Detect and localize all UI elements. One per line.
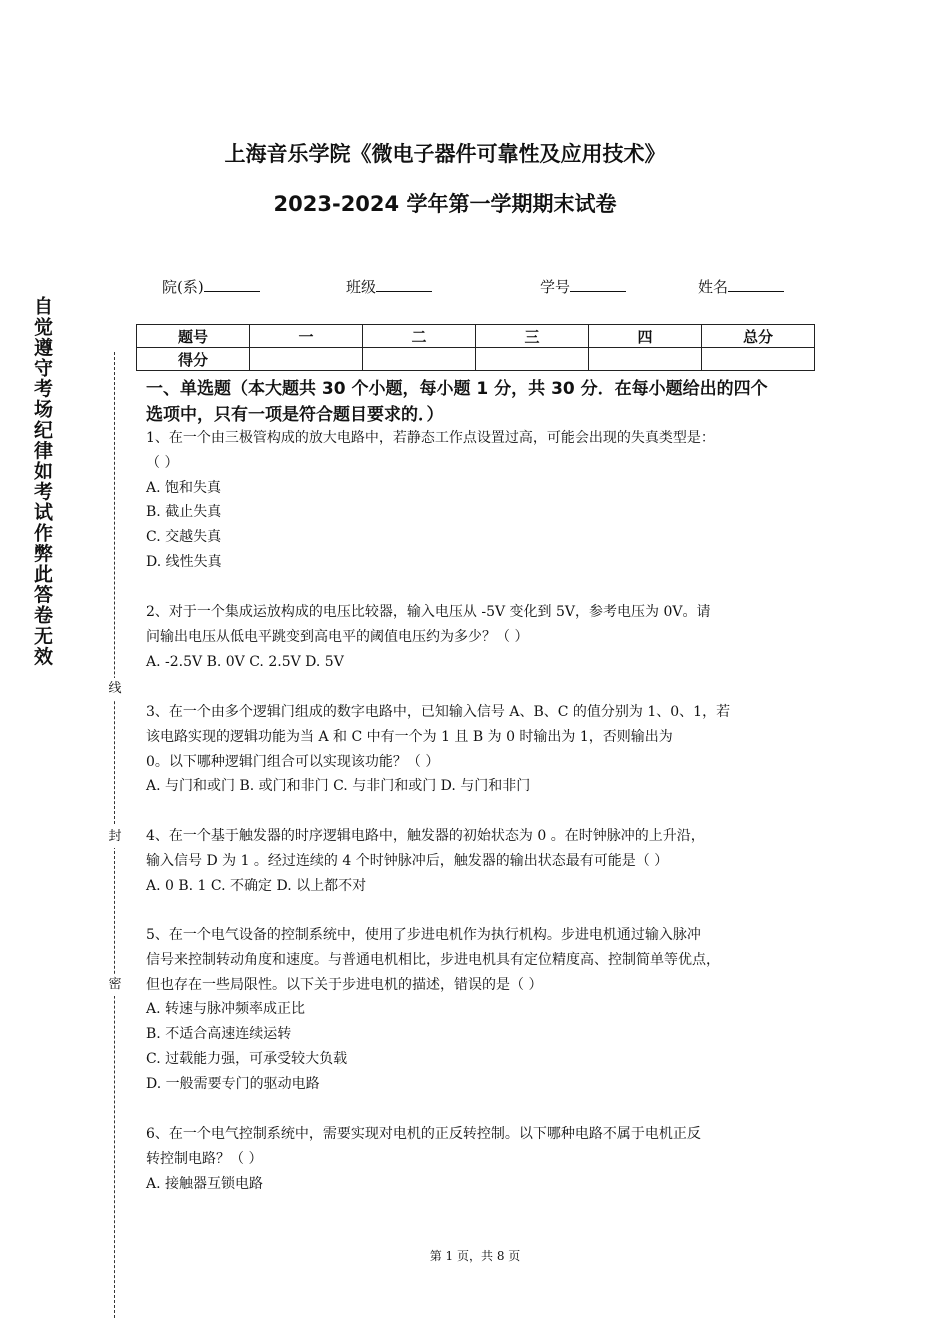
- option-line[interactable]: A. 与门和或门 B. 或门和非门 C. 与非门和或门 D. 与门和非门: [146, 778, 531, 795]
- student-id-field: [540, 276, 626, 297]
- question-stem-line: 该电路实现的逻辑功能为当 A 和 C 中有一个为 1 且 B 为 0 时输出为 1，否则输出为: [146, 728, 673, 745]
- option-d[interactable]: D. 一般需要专门的驱动电路: [146, 1075, 320, 1092]
- question-stem-line: 输入信号 D 为 1 。经过连续的 4 个时钟脉冲后，触发器的输出状态最有可能是（ ）: [146, 852, 669, 869]
- name-field: [698, 276, 784, 297]
- section-heading: [146, 376, 826, 428]
- option-b[interactable]: B. 截止失真: [146, 504, 222, 521]
- score-table: [136, 324, 815, 371]
- class-label: 班级: [346, 278, 377, 296]
- name-label: 姓名: [698, 278, 729, 296]
- question-stem-line: 转控制电路？（ ）: [146, 1150, 263, 1167]
- question-stem-line: 1、在一个由三极管构成的放大电路中，若静态工作点设置过高，可能会出现的失真类型是：: [146, 430, 715, 446]
- option-d[interactable]: D. 线性失真: [146, 553, 222, 570]
- score-cell-section3[interactable]: [476, 348, 589, 371]
- name-blank[interactable]: [728, 277, 784, 292]
- option-a[interactable]: A. 转速与脉冲频率成正比: [146, 1001, 306, 1018]
- option-b[interactable]: B. 不适合高速连续运转: [146, 1026, 292, 1043]
- department-label: 院(系): [162, 278, 204, 296]
- score-cell-section4[interactable]: [589, 348, 702, 371]
- question-1: [146, 426, 822, 575]
- exam-title-line2: 2023-2024 学年第一学期期末试卷: [273, 192, 617, 216]
- question-stem-line: （ ）: [146, 454, 179, 471]
- question-stem-line: 问输出电压从低电平跳变到高电平的阈值电压约为多少？（ ）: [146, 628, 529, 645]
- option-a[interactable]: A. 接触器互锁电路: [146, 1175, 264, 1192]
- class-field: [346, 276, 432, 297]
- cut-line-label-secret: 密: [106, 974, 124, 996]
- question-stem-line: 0。以下哪种逻辑门组合可以实现该功能？（ ）: [146, 753, 440, 770]
- question-6: [146, 1122, 822, 1196]
- score-table-cell: 得分: [137, 348, 250, 371]
- score-table-cell: 题号: [137, 325, 250, 348]
- page-number: 第 1 页，共 8 页: [429, 1249, 521, 1263]
- class-blank[interactable]: [376, 277, 432, 292]
- question-3: [146, 700, 822, 799]
- student-id-label: 学号: [540, 278, 571, 296]
- question-4: [146, 824, 822, 898]
- score-cell-section1[interactable]: [250, 348, 363, 371]
- option-c[interactable]: C. 过载能力强，可承受较大负载: [146, 1050, 348, 1067]
- department-field: [162, 276, 260, 297]
- score-table-cell: 四: [589, 325, 702, 348]
- question-2: [146, 600, 822, 674]
- score-table-score-row: [137, 348, 815, 371]
- exam-discipline-notice: 自觉遵守考场纪律如考试作弊此答卷无效: [31, 296, 53, 667]
- score-table-cell: 二: [363, 325, 476, 348]
- section-heading-line: 选项中，只有一项是符合题目要求的．）: [146, 405, 444, 425]
- question-stem-line: 4、在一个基于触发器的时序逻辑电路中，触发器的初始状态为 0 。在时钟脉冲的上升沿，: [146, 828, 705, 844]
- department-blank[interactable]: [204, 277, 260, 292]
- option-a[interactable]: A. 饱和失真: [146, 479, 222, 496]
- option-c[interactable]: C. 交越失真: [146, 529, 222, 546]
- question-5: [146, 923, 822, 1097]
- question-stem-line: 信号来控制转动角度和速度。与普通电机相比，步进电机具有定位精度高、控制简单等优点，: [146, 951, 720, 968]
- cut-line-label-line: 线: [106, 678, 124, 700]
- option-line[interactable]: A. 0 B. 1 C. 不确定 D. 以上都不对: [146, 877, 367, 894]
- question-stem-line: 但也存在一些局限性。以下关于步进电机的描述，错误的是（ ）: [146, 976, 543, 993]
- question-stem-line: 3、在一个由多个逻辑门组成的数字电路中，已知输入信号 A、B、C 的值分别为 1、0、1，若: [146, 704, 731, 720]
- score-table-cell: 总分: [702, 325, 815, 348]
- question-stem-line: 6、在一个电气控制系统中，需要实现对电机的正反转控制。以下哪种电路不属于电机正反: [146, 1126, 701, 1142]
- score-cell-section2[interactable]: [363, 348, 476, 371]
- section-heading-line: 一、单选题（本大题共 30 个小题，每小题 1 分，共 30 分．在每小题给出的四个: [146, 379, 768, 399]
- cut-line-label-seal: 封: [106, 826, 124, 848]
- score-table-header-row: [137, 325, 815, 348]
- question-stem-line: 5、在一个电气设备的控制系统中，使用了步进电机作为执行机构。步进电机通过输入脉冲: [146, 927, 701, 943]
- exam-title-line1: 上海音乐学院《微电子器件可靠性及应用技术》: [224, 142, 666, 166]
- student-id-blank[interactable]: [570, 277, 626, 292]
- question-stem-line: 2、对于一个集成运放构成的电压比较器，输入电压从 -5V 变化到 5V，参考电压为 0V。请: [146, 604, 711, 620]
- option-line[interactable]: A. -2.5V B. 0V C. 2.5V D. 5V: [146, 653, 344, 670]
- score-table-cell: 一: [250, 325, 363, 348]
- score-table-cell: 三: [476, 325, 589, 348]
- score-cell-total[interactable]: [702, 348, 815, 371]
